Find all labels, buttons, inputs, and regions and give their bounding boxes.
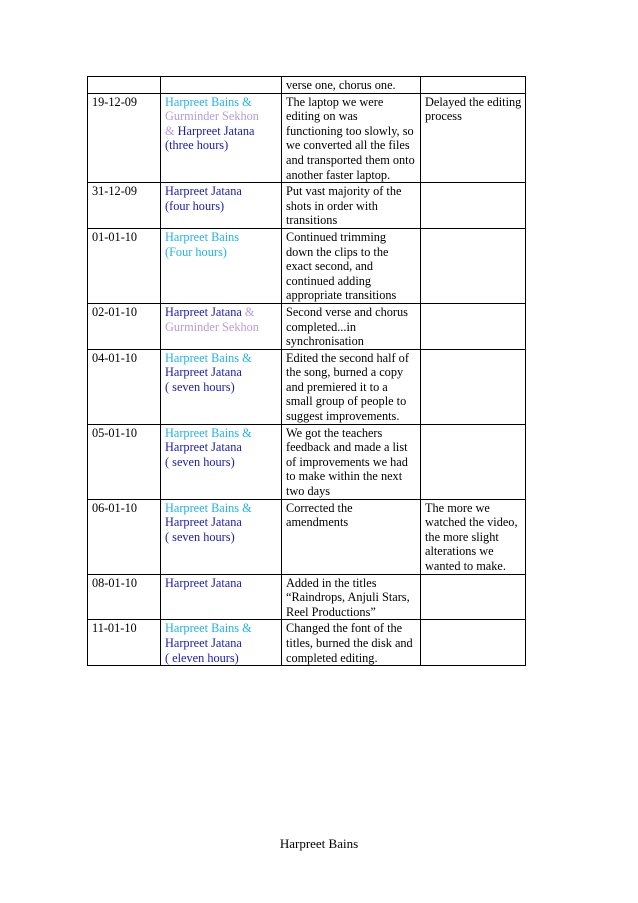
note-line: process xyxy=(425,109,462,124)
activity-line: completed...in xyxy=(286,319,357,334)
people-name: Gurminder Sekhon xyxy=(165,319,259,334)
activity-line: verse one, chorus one. xyxy=(286,78,396,92)
note-cell xyxy=(421,620,526,666)
date-cell: 04-01-10 xyxy=(88,349,161,424)
activity-line: completed editing. xyxy=(286,650,378,665)
people-cell xyxy=(161,77,282,94)
note-line: watched the video, xyxy=(425,515,518,530)
activity-line: suggest improvements. xyxy=(286,409,400,424)
note-line: wanted to make. xyxy=(425,559,506,573)
people-line xyxy=(165,245,277,260)
date-cell: 02-01-10 xyxy=(88,303,161,349)
activity-line: to make within the next xyxy=(286,469,403,484)
people-name: Harpreet Jatana xyxy=(165,440,242,455)
note-cell xyxy=(421,228,526,303)
activity-line: the song, burned a copy xyxy=(286,365,404,380)
activity-line: two days xyxy=(286,484,331,499)
people-cell xyxy=(161,303,282,349)
people-line xyxy=(165,95,277,110)
activity-line: we converted all the files xyxy=(286,138,410,153)
people-cell xyxy=(161,93,282,183)
people-name: Harpreet Bains & xyxy=(165,94,252,109)
people-cell xyxy=(161,424,282,499)
activity-line: “Raindrops, Anjuli Stars, xyxy=(286,590,410,605)
people-line xyxy=(165,138,277,153)
note-cell xyxy=(421,183,526,229)
date-cell: 06-01-10 xyxy=(88,499,161,574)
people-name: Harpreet Jatana xyxy=(165,515,242,530)
activity-line: amendments xyxy=(286,515,349,530)
editing-log-table xyxy=(87,76,526,666)
activity-cell xyxy=(282,620,421,666)
people-name: Gurminder Sekhon xyxy=(165,109,259,124)
people-cell xyxy=(161,499,282,574)
activity-line: titles, burned the disk and xyxy=(286,635,413,650)
people-line xyxy=(165,365,277,380)
people-cell xyxy=(161,183,282,229)
people-name: Harpreet Bains & xyxy=(165,425,252,440)
note-line: Delayed the editing xyxy=(425,94,522,109)
note-cell xyxy=(421,93,526,183)
note-line: the more slight xyxy=(425,529,499,544)
date-cell: 31-12-09 xyxy=(88,183,161,229)
activity-line: We got the teachers xyxy=(286,425,383,440)
people-line xyxy=(165,636,277,651)
activity-cell xyxy=(282,574,421,620)
people-line xyxy=(165,184,277,199)
people-line xyxy=(165,124,277,139)
editing-log-body xyxy=(88,77,526,666)
people-cell xyxy=(161,349,282,424)
log-row xyxy=(88,424,526,499)
people-line xyxy=(165,320,277,335)
activity-line: functioning too slowly, so xyxy=(286,123,414,138)
people-name: Harpreet Jatana xyxy=(165,575,242,590)
activity-line: appropriate transitions xyxy=(286,288,397,303)
log-row xyxy=(88,620,526,666)
people-line xyxy=(165,199,277,214)
page-footer-author: Harpreet Bains xyxy=(279,836,359,851)
activity-line: exact second, and xyxy=(286,259,374,274)
people-line xyxy=(165,426,277,441)
people-name: (three hours) xyxy=(165,138,229,153)
note-cell xyxy=(421,574,526,620)
activity-line: and premiered it to a xyxy=(286,379,388,394)
date-cell: 19-12-09 xyxy=(88,93,161,183)
log-row xyxy=(88,183,526,229)
people-name: ( eleven hours) xyxy=(165,650,239,665)
people-line xyxy=(165,380,277,395)
note-line: alterations we xyxy=(425,544,494,559)
activity-line: small group of people to xyxy=(286,394,407,409)
people-name: (four hours) xyxy=(165,198,225,213)
activity-line: Changed the font of the xyxy=(286,621,403,636)
people-name: (Four hours) xyxy=(165,244,227,259)
log-row xyxy=(88,93,526,183)
people-line xyxy=(165,515,277,530)
people-line xyxy=(165,576,277,591)
activity-cell xyxy=(282,93,421,183)
people-line xyxy=(165,351,277,366)
people-name: ( seven hours) xyxy=(165,529,235,544)
people-cell xyxy=(161,228,282,303)
activity-line: another faster laptop. xyxy=(286,167,391,182)
people-name: Harpreet Jatana xyxy=(165,184,242,199)
log-row xyxy=(88,349,526,424)
people-line xyxy=(165,621,277,636)
activity-line: synchronisation xyxy=(286,334,364,349)
people-line xyxy=(165,440,277,455)
activity-line: and transported them onto xyxy=(286,152,415,167)
people-name: & xyxy=(241,304,255,319)
date-cell: 11-01-10 xyxy=(88,620,161,666)
note-line: The more we xyxy=(425,500,490,515)
people-name: ( seven hours) xyxy=(165,454,235,469)
note-cell xyxy=(421,349,526,424)
activity-line: Corrected the xyxy=(286,500,353,515)
log-row xyxy=(88,228,526,303)
activity-line: Put vast majority of the xyxy=(286,184,402,199)
activity-line: The laptop we were xyxy=(286,94,384,109)
people-line xyxy=(165,501,277,516)
people-line xyxy=(165,230,277,245)
activity-line: Added in the titles xyxy=(286,575,377,590)
people-name: Harpreet Bains xyxy=(165,229,240,244)
people-name: & xyxy=(165,123,178,138)
people-name: ( seven hours) xyxy=(165,379,235,394)
people-line xyxy=(165,455,277,470)
log-row xyxy=(88,574,526,620)
activity-cell xyxy=(282,424,421,499)
date-cell xyxy=(88,77,161,94)
people-cell xyxy=(161,620,282,666)
activity-line: feedback and made a list xyxy=(286,440,408,455)
people-name: Harpreet Bains & xyxy=(165,500,252,515)
activity-line: Second verse and chorus xyxy=(286,304,408,319)
people-line xyxy=(165,530,277,545)
log-row xyxy=(88,303,526,349)
activity-line: continued adding xyxy=(286,273,372,288)
note-cell xyxy=(421,499,526,574)
activity-cell xyxy=(282,499,421,574)
date-cell: 08-01-10 xyxy=(88,574,161,620)
activity-line: transitions xyxy=(286,213,338,228)
people-name: Harpreet Jatana xyxy=(165,635,242,650)
activity-cell xyxy=(282,228,421,303)
people-cell xyxy=(161,574,282,620)
date-cell: 05-01-10 xyxy=(88,424,161,499)
people-line xyxy=(165,109,277,124)
people-name: Harpreet Jatana xyxy=(177,123,255,138)
people-name: Harpreet Bains & xyxy=(165,350,252,365)
note-cell xyxy=(421,303,526,349)
activity-line: of improvements we had xyxy=(286,454,408,469)
note-cell xyxy=(421,77,526,94)
people-line xyxy=(165,651,277,666)
activity-line: Continued trimming xyxy=(286,229,387,244)
activity-line: Edited the second half of xyxy=(286,350,409,365)
activity-cell xyxy=(282,77,421,94)
activity-cell xyxy=(282,303,421,349)
people-name: Harpreet Bains & xyxy=(165,621,252,636)
people-name: Harpreet Jatana xyxy=(165,365,242,380)
activity-cell xyxy=(282,183,421,229)
date-cell: 01-01-10 xyxy=(88,228,161,303)
log-row xyxy=(88,77,526,94)
activity-line: shots in order with xyxy=(286,198,378,213)
activity-line: Reel Productions” xyxy=(286,604,376,619)
log-row xyxy=(88,499,526,574)
people-line xyxy=(165,305,277,320)
people-name: Harpreet Jatana xyxy=(165,304,242,319)
activity-cell xyxy=(282,349,421,424)
activity-line: editing on was xyxy=(286,109,358,124)
activity-line: down the clips to the xyxy=(286,244,389,259)
note-cell xyxy=(421,424,526,499)
